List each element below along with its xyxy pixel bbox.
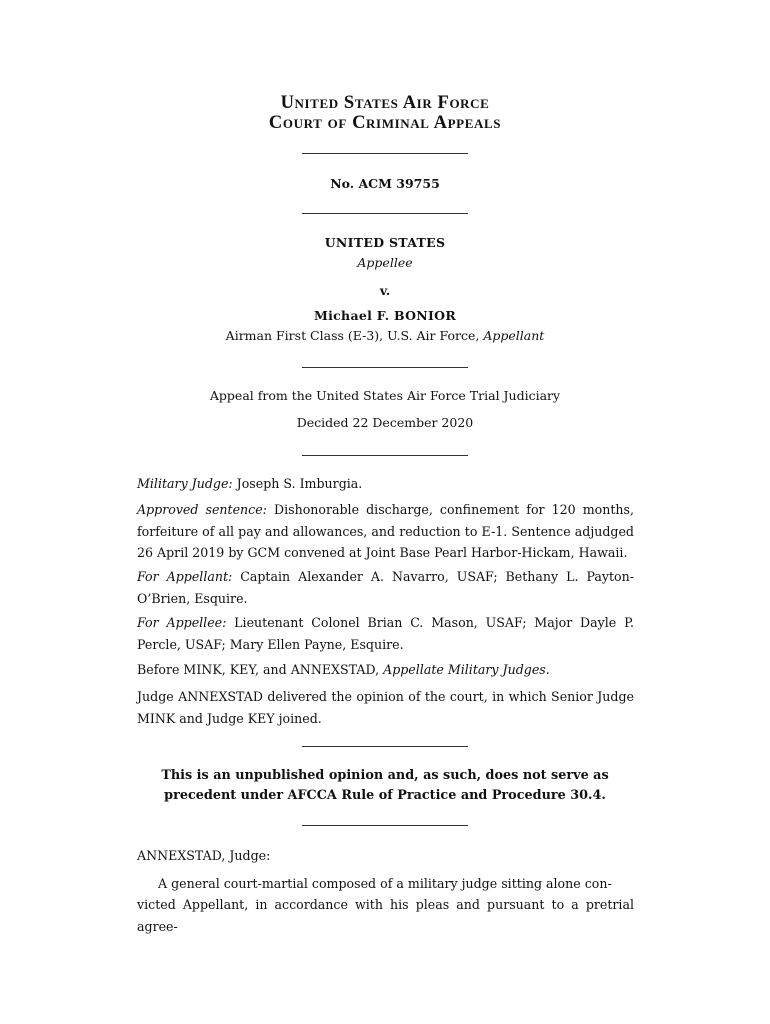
versus: v. (379, 283, 391, 298)
opinion-paragraph-line-2: victed Appellant, in accordance with his pleas and pursuant to a pretrial agree- (137, 897, 634, 934)
divider (302, 746, 468, 747)
panel-judges (137, 659, 634, 681)
divider (302, 213, 468, 214)
approved-sentence-value: Dishonorable discharge, confinement for 120 months, forfeiture of all pay and allowances, and reduction to E-1. Sentence adjudged 26 April 2019 by GCM convened at Joint Base Pearl Harbor-Hickam, Hawaii. (137, 502, 634, 560)
appeal-from: Appeal from the United States Air Force Trial Judiciary (209, 388, 561, 403)
counsel-for-appellant (137, 566, 634, 609)
military-judge-label: Military Judge: (137, 476, 233, 491)
opinion-author: ANNEXSTAD, Judge: (137, 848, 271, 863)
accused-description (0, 328, 770, 343)
court-name-line-2: Court of Criminal Appeals (268, 113, 502, 133)
panel-judges-label: Appellate Military Judges. (383, 662, 550, 677)
accused-name: Michael F. BONIOR (313, 308, 457, 323)
counsel-for-appellee-label: For Appellee: (137, 615, 227, 630)
divider (302, 153, 468, 154)
panel-judges-names: Before MINK, KEY, and ANNEXSTAD, (137, 662, 384, 677)
military-judge-value: Joseph S. Imburgia. (232, 476, 363, 491)
counsel-for-appellant-value: Captain Alexander A. Navarro, USAF; Bethany L. Payton-O’Brien, Esquire. (137, 569, 634, 606)
government-party: UNITED STATES (324, 235, 446, 250)
delivered-by: Judge ANNEXSTAD delivered the opinion of the court, in which Senior Judge MINK and Judge KEY joined. (137, 689, 634, 726)
counsel-for-appellee-value: Lieutenant Colonel Brian C. Mason, USAF; Major Dayle P. Percle, USAF; Mary Ellen Payne, Esquire. (137, 615, 634, 652)
divider (302, 825, 468, 826)
accused-rank: Airman First Class (E-3), U.S. Air Force, (225, 328, 484, 343)
counsel-for-appellant-label: For Appellant: (137, 569, 233, 584)
government-role: Appellee (357, 255, 413, 270)
military-judge (137, 473, 634, 495)
opinion-paragraph-line-1: A general court-martial composed of a military judge sitting alone con- (158, 876, 612, 891)
docket-number: No. ACM 39755 (330, 176, 440, 191)
counsel-for-appellee (137, 612, 634, 655)
accused-role: Appellant (483, 328, 545, 343)
unpublished-notice-line-2: precedent under AFCCA Rule of Practice and Procedure 30.4. (164, 788, 606, 803)
approved-sentence (137, 499, 634, 564)
divider (302, 367, 468, 368)
court-name-line-1: United States Air Force (280, 93, 490, 113)
decision-date: Decided 22 December 2020 (296, 415, 474, 430)
approved-sentence-label: Approved sentence: (137, 502, 267, 517)
divider (302, 455, 468, 456)
unpublished-notice-line-1: This is an unpublished opinion and, as such, does not serve as (161, 768, 609, 783)
